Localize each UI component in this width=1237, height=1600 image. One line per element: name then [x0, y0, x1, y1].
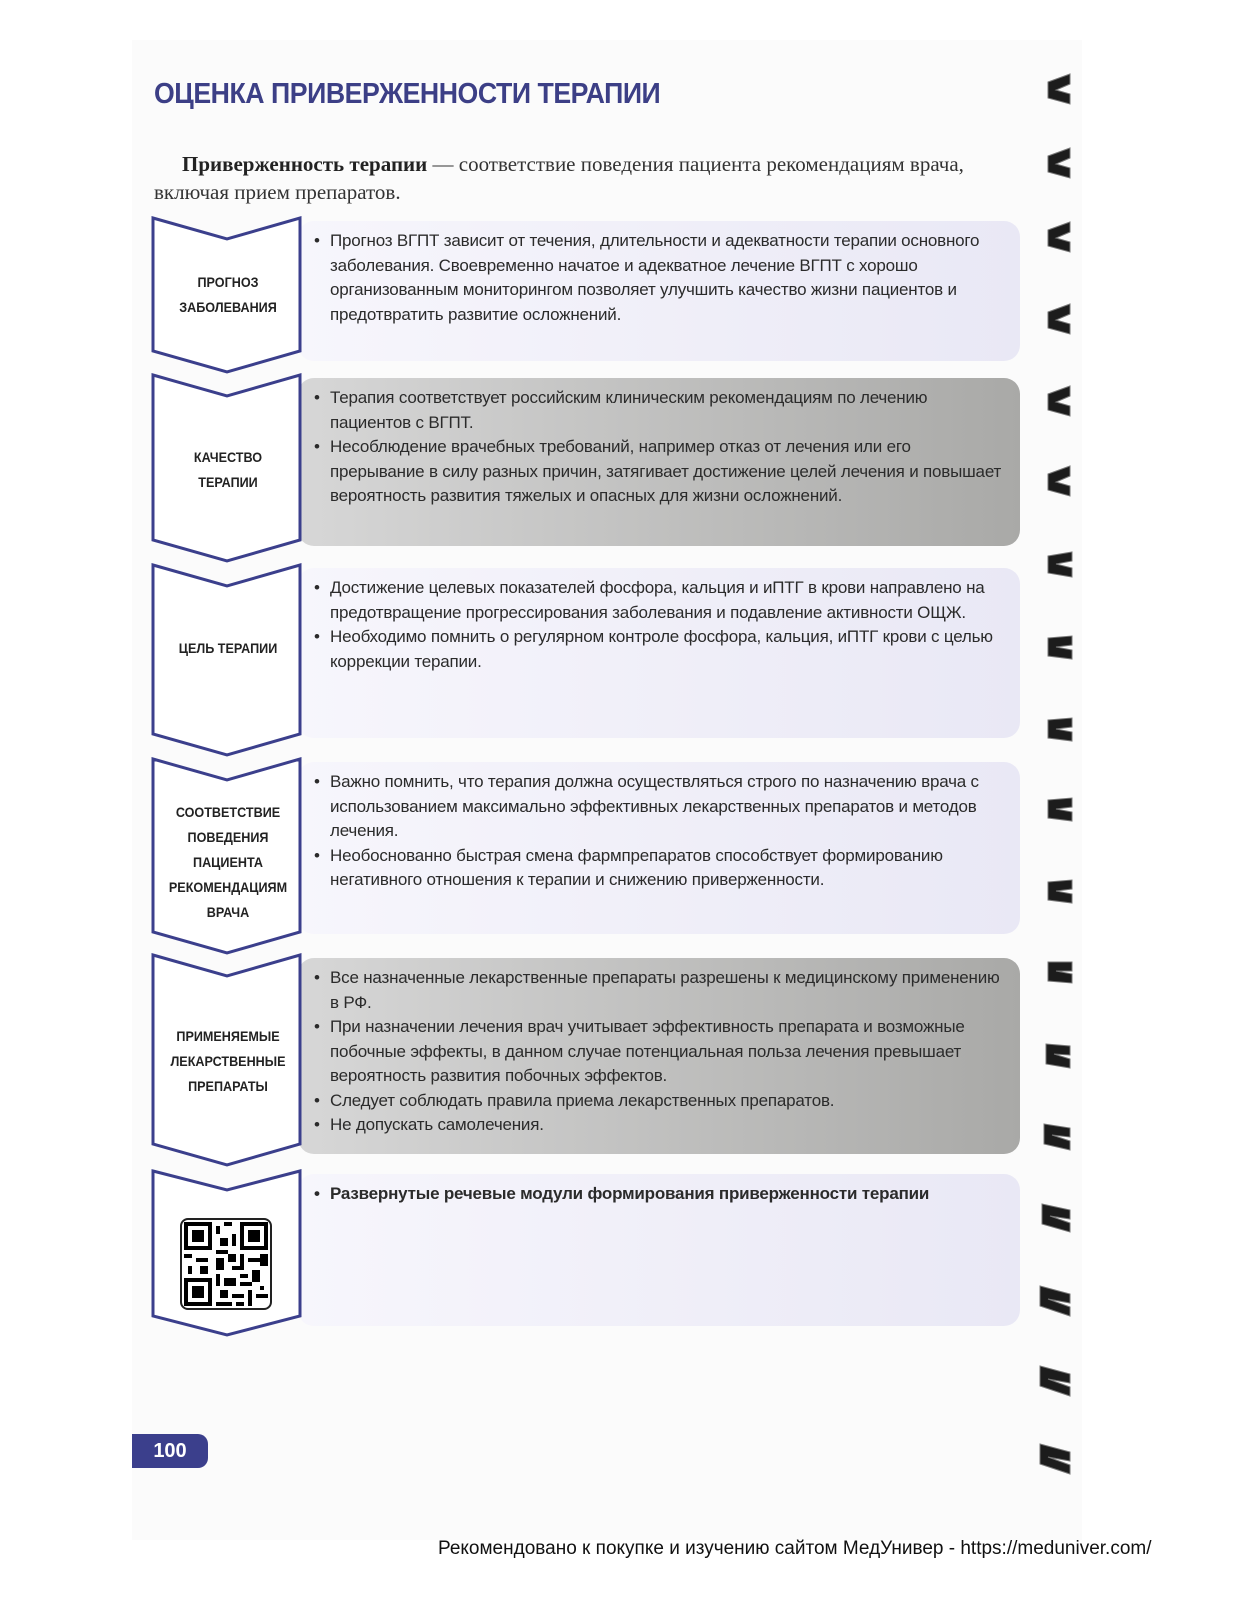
section-box [298, 378, 1020, 546]
bullet: • Необоснованно быстрая смена фармпрепаратов способствует формированию негативного отношения к терапии и снижению приверженности. [310, 844, 1002, 893]
chevron-label: СООТВЕТСТВИЕ ПОВЕДЕНИЯ ПАЦИЕНТА РЕКОМЕНДАЦИЯМ ВРАЧА [168, 804, 288, 920]
section-patient-behavior [150, 756, 1020, 956]
chevron-label: ЦЕЛЬ ТЕРАПИИ [178, 640, 278, 656]
chevron-label: ПРОГНОЗ ЗАБОЛЕВАНИЯ [179, 274, 277, 315]
intro-paragraph [154, 150, 1034, 206]
bullet: • Следует соблюдать правила приема лекарственных препаратов. [310, 1089, 1002, 1114]
section-box [298, 762, 1020, 934]
qr-code-icon[interactable] [180, 1218, 272, 1310]
bullet: • Необходимо помнить о регулярном контроле фосфора, кальция, иПТГ крови с целью коррекции терапии. [310, 625, 1002, 674]
section-box [298, 1174, 1020, 1326]
section-medications [150, 952, 1020, 1168]
chevron-label: КАЧЕСТВО ТЕРАПИИ [193, 449, 263, 490]
section-box [298, 221, 1020, 361]
intro-definition: — соответствие поведения пациента рекомендациям врача, включая прием препаратов. [154, 152, 964, 204]
bullet: • Терапия соответствует российским клиническим рекомендациям по лечению пациентов с ВГПТ. [310, 386, 1002, 435]
section-speech-modules [150, 1168, 1020, 1338]
section-prognosis [150, 215, 1020, 375]
bullet: • Все назначенные лекарственные препараты разрешены к медицинскому применению в РФ. [310, 966, 1002, 1015]
page-title: ОЦЕНКА ПРИВЕРЖЕННОСТИ ТЕРАПИИ [154, 78, 661, 110]
bullet: • Не допускать самолечения. [310, 1113, 1002, 1138]
footer-note[interactable]: Рекомендовано к покупке и изучению сайтом МедУнивер - https://meduniver.com/ [438, 1538, 1152, 1559]
section-box [298, 568, 1020, 738]
section-therapy-quality [150, 372, 1020, 564]
bullet: • Прогноз ВГПТ зависит от течения, длительности и адекватности терапии основного заболевания. Своевременно начатое и адекватное лечение ВГПТ с хорошо организованным мониторингом позволяет улучшить качество жизни пациентов и предотвратить развитие осложнений. [310, 229, 1002, 327]
chevron-label-box [150, 562, 306, 758]
chevron-label-box [150, 756, 306, 956]
spiral-binding-icon [1030, 60, 1090, 1500]
chevron-label-box [150, 952, 306, 1168]
bullet: • Развернутые речевые модули формирования приверженности терапии [310, 1182, 1002, 1207]
section-therapy-goal [150, 562, 1020, 758]
chevron-label-box [150, 1168, 306, 1338]
chevron-label-box [150, 372, 306, 564]
bullet: • Несоблюдение врачебных требований, например отказ от лечения или его прерывание в силу разных причин, затягивает достижение целей лечения и повышает вероятность развития тяжелых и опасных для жизни осложнений. [310, 435, 1002, 509]
chevron-label: ПРИМЕНЯЕМЫЕ ЛЕКАРСТВЕННЫЕ ПРЕПАРАТЫ [170, 1028, 286, 1094]
section-box [298, 958, 1020, 1154]
intro-term: Приверженность терапии [182, 152, 428, 176]
page-number: 100 [132, 1434, 208, 1468]
bullet: • Важно помнить, что терапия должна осуществляться строго по назначению врача с использованием максимально эффективных лекарственных препаратов и методов лечения. [310, 770, 1002, 844]
bullet: • Достижение целевых показателей фосфора, кальция и иПТГ в крови направлено на предотвращение прогрессирования заболевания и подавление активности ОЩЖ. [310, 576, 1002, 625]
bullet: • При назначении лечения врач учитывает эффективность препарата и возможные побочные эффекты, в данном случае потенциальная польза лечения превышает вероятность развития побочных эффектов. [310, 1015, 1002, 1089]
chevron-label-box [150, 215, 306, 375]
